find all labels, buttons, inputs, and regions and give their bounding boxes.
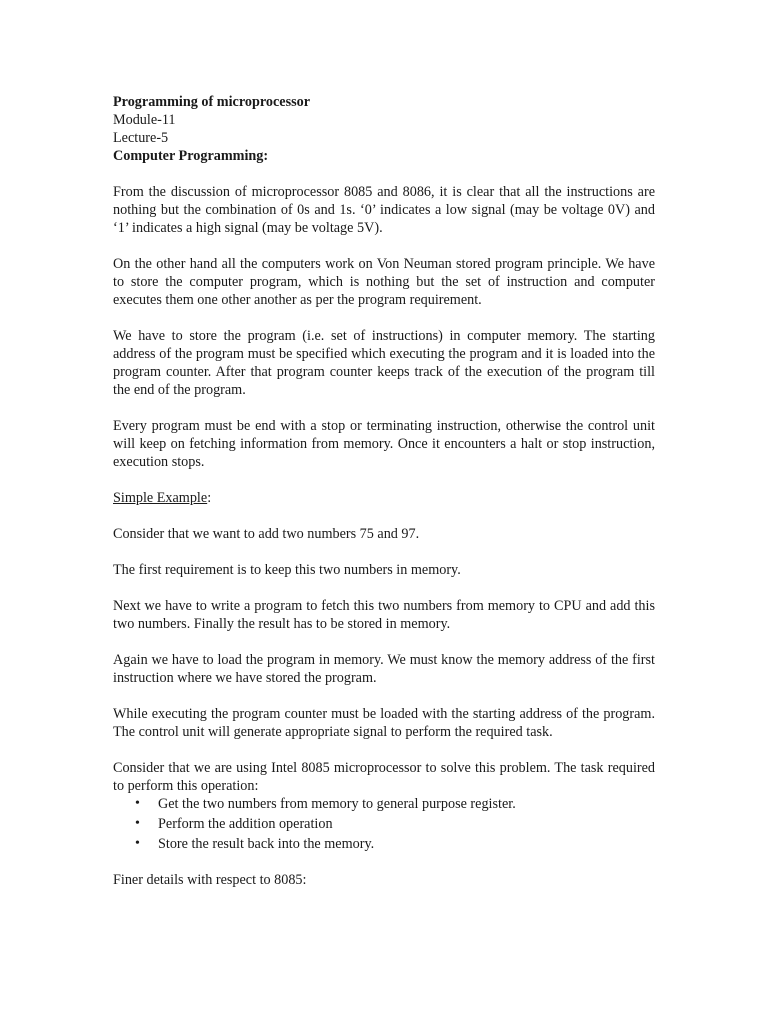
module-label: Module-11 [113, 112, 176, 128]
paragraph-add-numbers: Consider that we want to add two numbers 75 and 97. [113, 526, 420, 542]
example-heading: Simple Example [113, 490, 208, 506]
example-heading-line [113, 489, 655, 507]
paragraph-finer-details: Finer details with respect to 8085: [113, 872, 307, 888]
paragraph-program-counter: While executing the program counter must be loaded with the starting address of the program. The control unit will generate appropriate signal to perform the required task. [113, 706, 655, 740]
document-title: Programming of microprocessor [113, 94, 311, 110]
bullet-icon: • [135, 836, 140, 851]
example-heading-colon: : [207, 490, 212, 506]
paragraph-stop-instruction: Every program must be end with a stop or terminating instruction, otherwise the control unit will keep on fetching information from memory. Once it encounters a halt or stop instruction, execution stops. [113, 418, 655, 470]
task-bullet-list [113, 795, 655, 853]
list-item [113, 835, 655, 853]
list-item [113, 815, 655, 833]
paragraph-intel-8085: Consider that we are using Intel 8085 microprocessor to solve this problem. The task required to perform this operation: [113, 760, 655, 794]
lecture-label: Lecture-5 [113, 130, 169, 146]
document-page [113, 93, 655, 889]
paragraph-write-program: Next we have to write a program to fetch this two numbers from memory to CPU and add this two numbers. Finally the result has to be stored in memory. [113, 598, 655, 632]
paragraph-von-neuman: On the other hand all the computers work on Von Neuman stored program principle. We have to store the computer program, which is nothing but the set of instruction and computer executes them one other another as per the program requirement. [113, 256, 655, 308]
list-item [113, 795, 655, 813]
paragraph-first-requirement: The first requirement is to keep this two numbers in memory. [113, 562, 461, 578]
paragraph-load-program: Again we have to load the program in memory. We must know the memory address of the first instruction where we have stored the program. [113, 652, 655, 686]
list-item-text: Get the two numbers from memory to general purpose register. [158, 796, 516, 812]
list-item-text: Perform the addition operation [158, 816, 333, 832]
list-item-text: Store the result back into the memory. [158, 836, 375, 852]
paragraph-store-program: We have to store the program (i.e. set of instructions) in computer memory. The starting address of the program must be specified which executing the program and it is loaded into the program counter. After that program counter keeps track of the execution of the program till the end of the program. [113, 328, 655, 398]
section-title: Computer Programming: [113, 148, 269, 164]
bullet-icon: • [135, 796, 140, 811]
bullet-icon: • [135, 816, 140, 831]
paragraph-intro: From the discussion of microprocessor 8085 and 8086, it is clear that all the instructions are nothing but the combination of 0s and 1s. ‘0’ indicates a low signal (may be voltage 0V) and ‘1’ indicates a high signal (may be voltage 5V). [113, 184, 655, 236]
